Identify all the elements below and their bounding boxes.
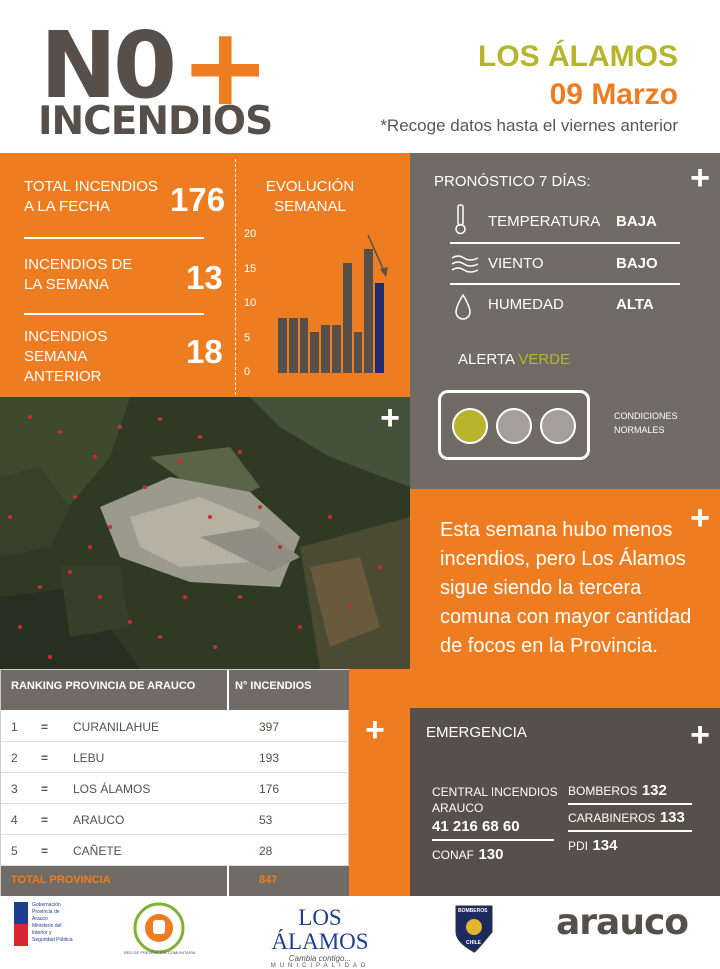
city-title: LOS ÁLAMOS xyxy=(478,40,678,73)
emergency-divider-right-2 xyxy=(568,830,692,832)
ranking-count: 53 xyxy=(259,813,273,827)
chart-bar xyxy=(300,318,309,373)
chart-bar xyxy=(354,332,363,373)
ranking-position: 2 xyxy=(11,751,18,765)
message-text: Esta semana hubo menos incendios, pero Los Álamos sigue siendo la tercera comuna con mayor cantidad de focos en la Provincia. xyxy=(440,519,692,657)
forecast-divider-1 xyxy=(450,242,680,244)
municipalidad-logo: LOS ÁLAMOS Cambia contigo... MUNICIPALIDAD xyxy=(270,905,370,969)
alert-light-yellow xyxy=(496,408,532,444)
ranking-total-divider xyxy=(227,866,229,896)
forecast-temp-value: BAJA xyxy=(616,213,657,230)
ranking-trend: = xyxy=(41,751,49,765)
chart-bar xyxy=(375,283,384,373)
chart-y-tick: 15 xyxy=(244,262,257,275)
stats-panel xyxy=(0,153,410,397)
ranking-commune: LOS ÁLAMOS xyxy=(73,782,151,796)
table-row xyxy=(1,711,350,742)
stats-dashed-divider xyxy=(235,159,236,395)
stats-divider-1 xyxy=(24,237,204,239)
ranking-header-name: RANKING PROVINCIA DE ARAUCO xyxy=(11,680,196,692)
red-prevencion-logo: RED DE PREVENCIÓN COMUNITARIA xyxy=(132,902,186,954)
ranking-position: 3 xyxy=(11,782,18,796)
pdi-contact: PDI 134 xyxy=(568,837,618,854)
ranking-position: 4 xyxy=(11,813,18,827)
forecast-wind-value: BAJO xyxy=(616,255,658,272)
alert-light-red xyxy=(540,408,576,444)
table-row xyxy=(1,804,350,835)
chart-y-tick: 20 xyxy=(244,228,257,240)
ranking-position: 5 xyxy=(11,844,18,858)
chart-y-tick: 5 xyxy=(244,331,251,344)
central-label: CENTRAL INCENDIOS ARAUCO xyxy=(432,785,558,815)
emergency-panel xyxy=(410,708,720,896)
hand-icon xyxy=(132,902,186,954)
chart-bar xyxy=(332,325,341,373)
forecast-humidity-value: ALTA xyxy=(616,296,654,313)
emergency-divider-left xyxy=(432,839,554,841)
message-panel xyxy=(410,489,720,708)
ranking-count: 28 xyxy=(259,844,273,858)
total-fires-value: 176 xyxy=(170,181,226,218)
ranking-commune: CURANILAHUE xyxy=(73,720,160,734)
ranking-header xyxy=(1,670,350,710)
ranking-count: 176 xyxy=(259,782,280,796)
ranking-total-row xyxy=(1,866,350,896)
alert-status: ALERTA VERDE xyxy=(458,351,570,368)
ranking-count: 397 xyxy=(259,720,280,734)
emergency-divider-right-1 xyxy=(568,803,692,805)
logo-no-text: N0 xyxy=(40,12,174,119)
ranking-count: 193 xyxy=(259,751,280,765)
message-expand-icon[interactable]: + xyxy=(690,499,710,537)
chart-title: EVOLUCIÓN SEMANAL xyxy=(265,178,355,215)
chart-y-tick: 10 xyxy=(244,297,257,309)
ranking-table xyxy=(0,669,349,896)
bomberos-contact: BOMBEROS 132 xyxy=(568,782,667,799)
ranking-trend: = xyxy=(41,782,49,796)
ranking-trend: = xyxy=(41,844,49,858)
weekly-chart-y-axis xyxy=(244,228,268,378)
central-number: 41 216 68 60 xyxy=(432,818,520,835)
thermometer-icon xyxy=(452,203,470,235)
ranking-header-count: N° INCENDIOS xyxy=(235,680,312,692)
alert-level: VERDE xyxy=(518,351,570,368)
week-fires-label: INCENDIOS DE LA SEMANA xyxy=(24,256,133,293)
carabineros-contact: CARABINEROS 133 xyxy=(568,809,685,826)
ranking-side-panel xyxy=(349,669,410,896)
report-date: 09 Marzo xyxy=(549,78,678,111)
ranking-total-value: 847 xyxy=(259,874,278,886)
chart-y-tick: 0 xyxy=(244,366,251,378)
satellite-map-image xyxy=(0,397,410,669)
prev-week-fires-value: 18 xyxy=(186,333,223,370)
trend-arrow-icon xyxy=(364,231,394,281)
ranking-header-divider xyxy=(227,670,229,710)
forecast-title: PRONÓSTICO 7 DÍAS: xyxy=(434,173,591,190)
gobernacion-logo: Gobernación Provincia de Arauco Ministerio del Interior y Seguridad Pública xyxy=(14,902,76,954)
ranking-trend: = xyxy=(41,720,49,734)
forecast-expand-icon[interactable]: + xyxy=(690,159,710,197)
emergency-title: EMERGENCIA xyxy=(426,724,527,741)
forecast-divider-2 xyxy=(450,283,680,285)
table-row xyxy=(1,835,350,866)
prev-week-fires-label: INCENDIOS SEMANA ANTERIOR xyxy=(24,328,108,385)
alert-light-green xyxy=(452,408,488,444)
ranking-total-label: TOTAL PROVINCIA xyxy=(11,874,111,886)
table-row xyxy=(1,742,350,773)
chart-bar xyxy=(343,263,352,373)
fire-map[interactable] xyxy=(0,397,410,669)
ranking-position: 1 xyxy=(11,720,18,734)
table-row xyxy=(1,773,350,804)
data-note: *Recoge datos hasta el viernes anterior xyxy=(380,116,678,135)
ranking-commune: ARAUCO xyxy=(73,813,125,827)
conaf-contact: CONAF 130 xyxy=(432,846,504,863)
ranking-expand-icon[interactable]: + xyxy=(365,711,385,749)
chart-bar xyxy=(321,325,330,373)
wind-icon xyxy=(450,253,480,275)
total-fires-label: TOTAL INCENDIOS A LA FECHA xyxy=(24,178,158,215)
forecast-wind-label: VIENTO xyxy=(488,255,544,272)
alert-conditions-text: CONDICIONES NORMALES xyxy=(614,411,678,435)
ranking-commune: CAÑETE xyxy=(73,844,122,858)
logo-incendios-text: INCENDIOS xyxy=(38,99,273,144)
footer-logos xyxy=(0,896,720,969)
bomberos-logo: BOMBEROS CHILE xyxy=(452,902,496,954)
week-fires-value: 13 xyxy=(186,259,223,296)
forecast-humidity-label: HUMEDAD xyxy=(488,296,564,313)
ranking-commune: LEBU xyxy=(73,751,105,765)
map-expand-icon[interactable]: + xyxy=(380,399,400,437)
forecast-temp-label: TEMPERATURA xyxy=(488,213,601,230)
ranking-trend: = xyxy=(41,813,49,827)
forecast-panel xyxy=(410,153,720,489)
logo-plus-sign: + xyxy=(180,5,271,130)
arauco-logo: arauco xyxy=(556,902,689,943)
emergency-expand-icon[interactable]: + xyxy=(690,716,710,754)
chart-bar xyxy=(278,318,287,373)
chart-bar xyxy=(310,332,319,373)
alert-traffic-light xyxy=(438,390,590,460)
chart-bar xyxy=(289,318,298,373)
drop-icon xyxy=(454,293,472,321)
stats-divider-2 xyxy=(24,313,204,315)
